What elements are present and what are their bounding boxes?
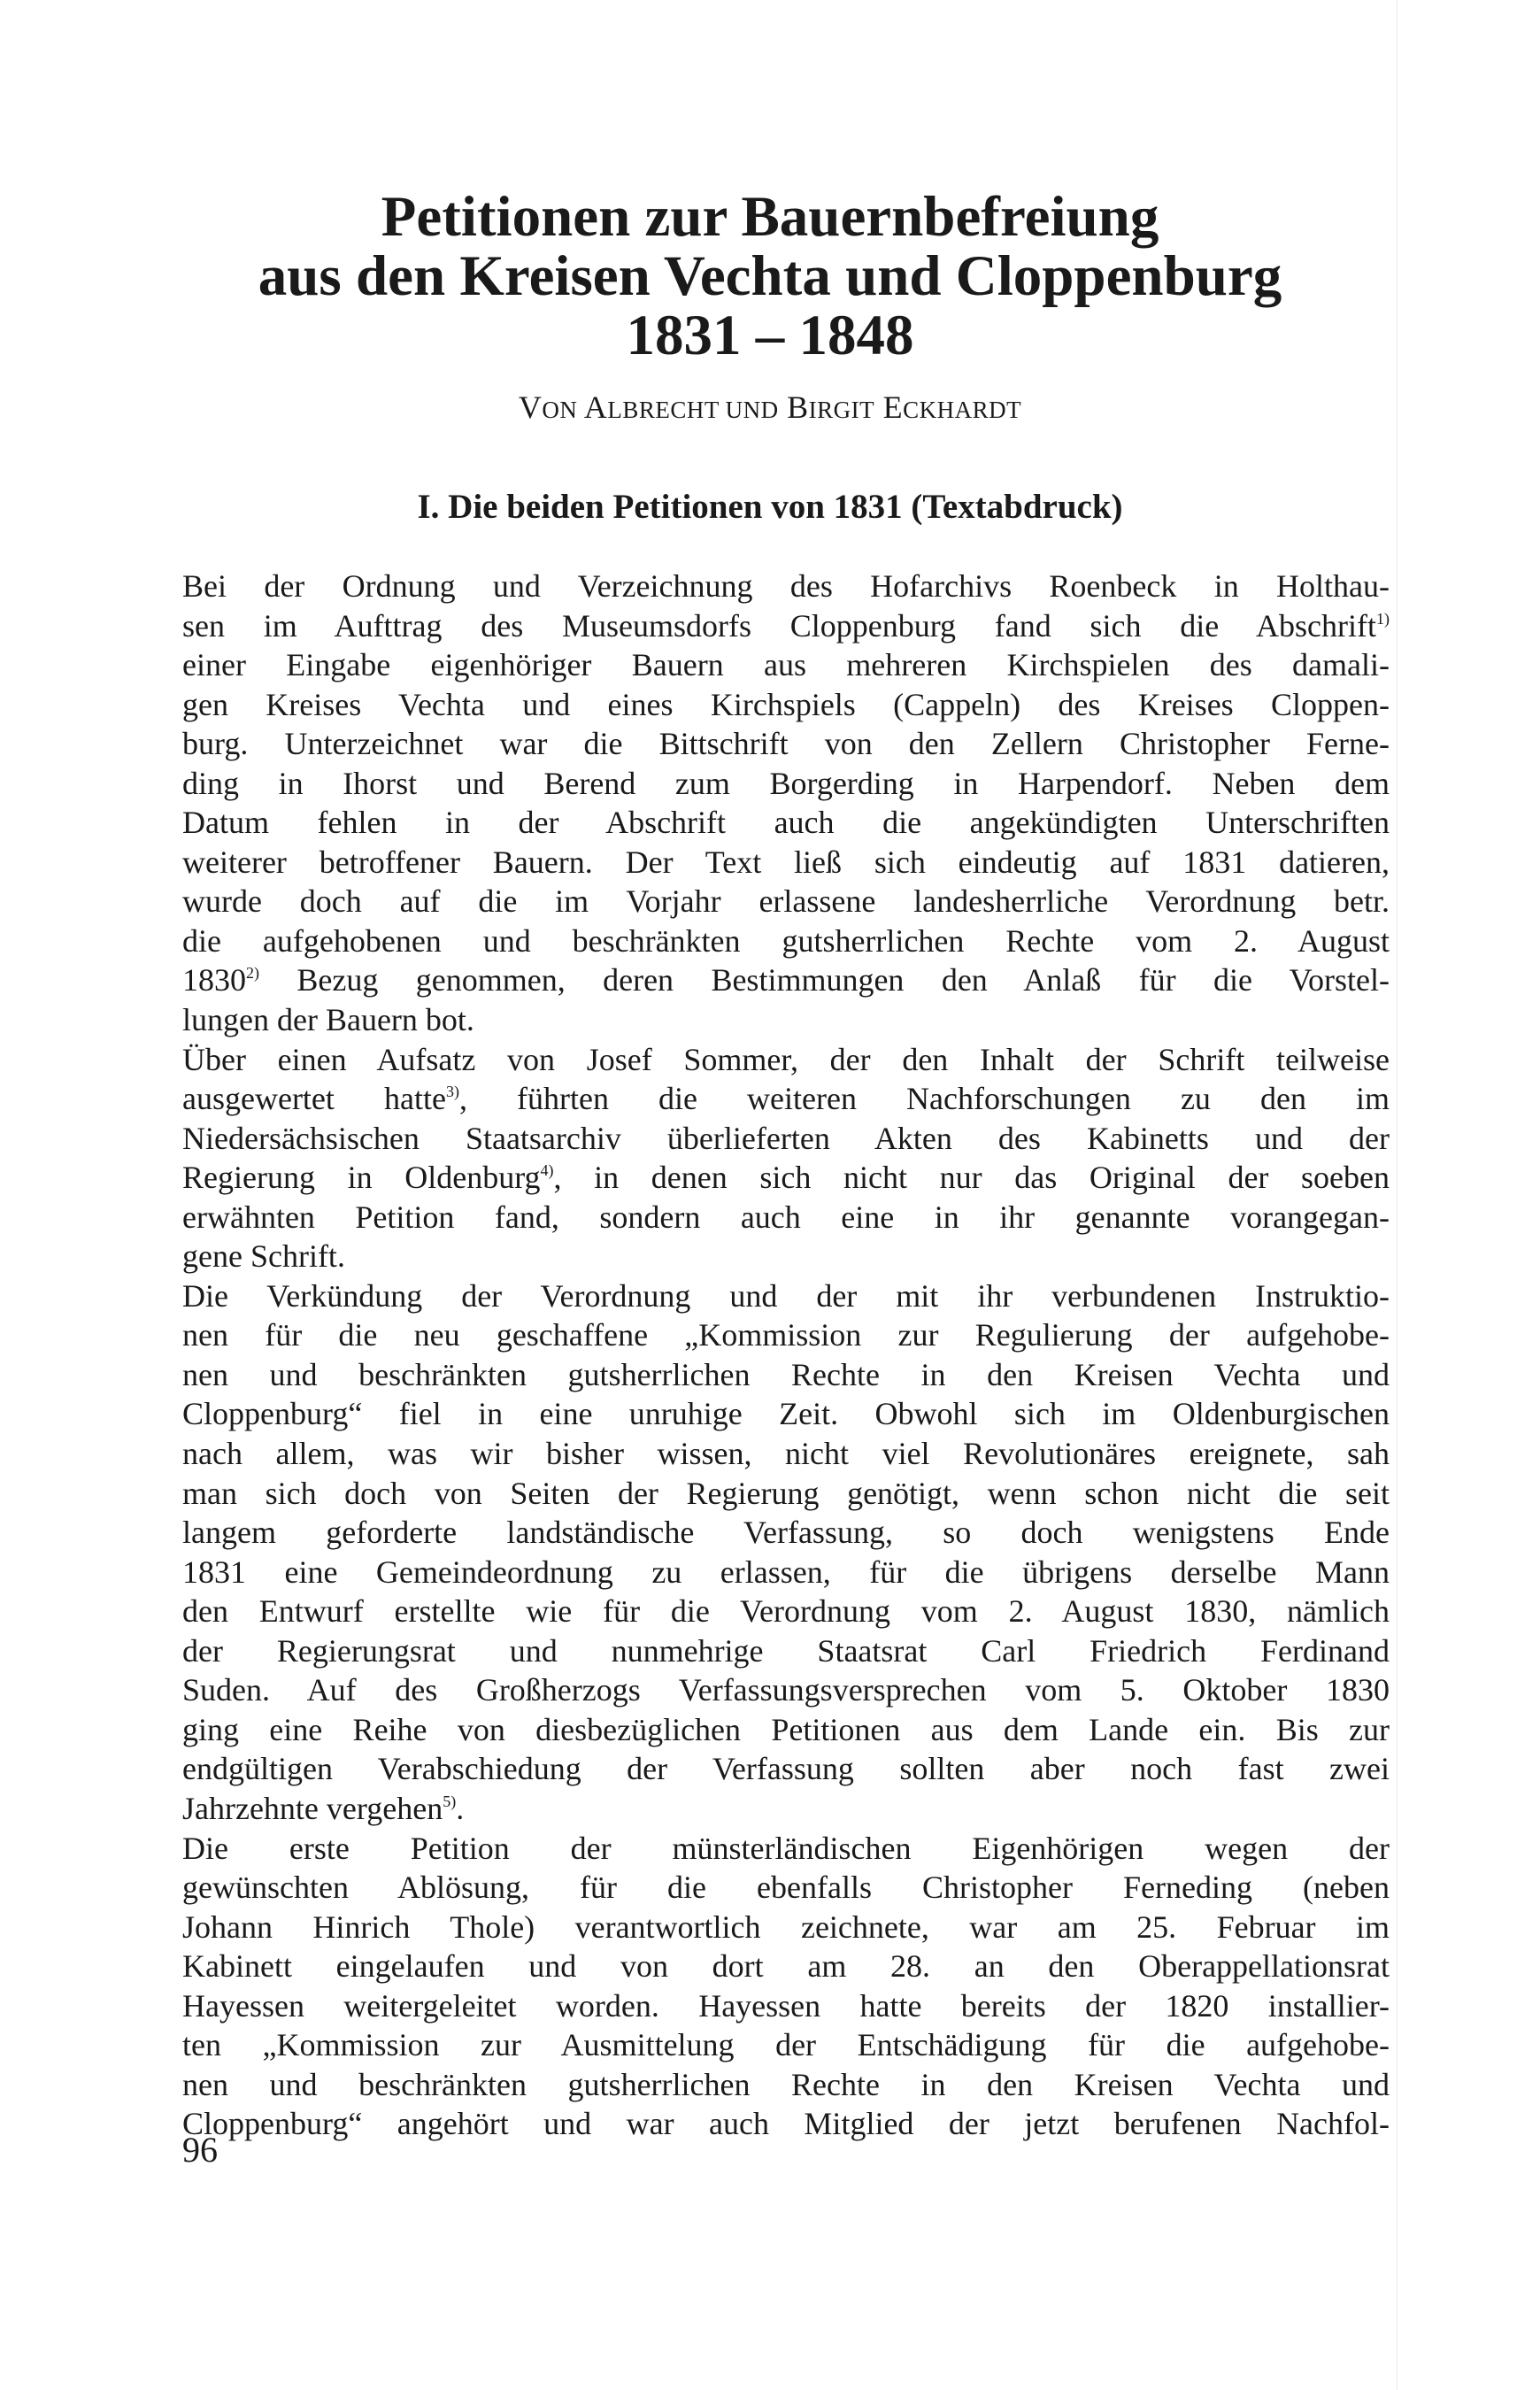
body-line bbox=[182, 1158, 1390, 1198]
byline-von-rest: ON bbox=[542, 397, 578, 423]
body-line-text: Hayessen weitergeleitet worden. Hayessen hatte bereits der 1820 installier- bbox=[182, 1987, 1390, 2024]
body-line-text: gene Schrift. bbox=[182, 1238, 345, 1275]
body-line bbox=[182, 2104, 1390, 2144]
body-line bbox=[182, 1553, 1390, 1592]
body-line bbox=[182, 724, 1390, 764]
body-line bbox=[182, 803, 1390, 843]
body-line-text: Jahrzehnte vergehen bbox=[182, 1790, 443, 1826]
body-line-text: man sich doch von Seiten der Regierung genötigt, wenn schon nicht die seit bbox=[182, 1475, 1390, 1511]
body-line bbox=[182, 1670, 1390, 1710]
body-line-text: sen im Aufttrag des Museumsdorfs Cloppenburg fand sich die Abschrift bbox=[182, 607, 1376, 644]
body-line-text: nen und beschränkten gutsherrlichen Rechte in den Kreisen Vechta und bbox=[182, 1356, 1390, 1392]
body-line-text: wurde doch auf die im Vorjahr erlassene landesherrliche Verordnung betr. bbox=[182, 883, 1390, 920]
body-line bbox=[182, 1040, 1390, 1080]
body-line bbox=[182, 882, 1390, 921]
body-line-text: ding in Ihorst und Berend zum Borgerding in Harpendorf. Neben dem bbox=[182, 765, 1390, 801]
body-line bbox=[182, 1986, 1390, 2026]
body-line bbox=[182, 1198, 1390, 1237]
body-line bbox=[182, 1749, 1390, 1789]
body-line-text: Bei der Ordnung und Verzeichnung des Hofarchivs Roenbeck in Holthau- bbox=[182, 568, 1390, 604]
section-heading: I. Die beiden Petitionen von 1831 (Textabdruck) bbox=[417, 488, 1123, 526]
body-line bbox=[182, 764, 1390, 804]
body-line bbox=[182, 1829, 1390, 1869]
article-byline bbox=[177, 388, 1363, 429]
title-line-3: 1831 – 1848 bbox=[626, 304, 914, 367]
body-line bbox=[182, 1434, 1390, 1474]
byline-name2-rest: IRGIT bbox=[808, 397, 875, 423]
body-line bbox=[182, 1079, 1390, 1119]
body-line bbox=[182, 1394, 1390, 1434]
body-line bbox=[182, 921, 1390, 961]
body-line-text-continued: . bbox=[456, 1790, 465, 1826]
body-line bbox=[182, 960, 1390, 1000]
body-line-text: Regierung in Oldenburg bbox=[182, 1160, 541, 1196]
body-line-text: 1831 eine Gemeindeordnung zu erlassen, für die übrigens derselbe Mann bbox=[182, 1554, 1390, 1590]
title-line-2: aus den Kreisen Vechta und Cloppenburg bbox=[258, 244, 1282, 308]
body-line-text: nach allem, was wir bisher wissen, nicht viel Revolutionäres ereignete, sah bbox=[182, 1436, 1390, 1472]
body-line bbox=[182, 1947, 1390, 1986]
body-line-text: nen und beschränkten gutsherrlichen Rechte in den Kreisen Vechta und bbox=[182, 2066, 1390, 2102]
body-line bbox=[182, 1592, 1390, 1631]
body-line-text: erwähnten Petition fand, sondern auch eine in ihr genannte vorangegan- bbox=[182, 1199, 1390, 1235]
body-line bbox=[182, 1276, 1390, 1316]
byline-name1-rest: LBRECHT UND bbox=[607, 397, 779, 423]
footnote-marker: 4) bbox=[540, 1161, 554, 1180]
body-line-text: Über einen Aufsatz von Josef Sommer, der den Inhalt der Schrift teilweise bbox=[182, 1041, 1390, 1077]
body-line-text: Niedersächsischen Staatsarchiv überlieferten Akten des Kabinetts und der bbox=[182, 1120, 1390, 1156]
body-line-text: gewünschten Ablösung, für die ebenfalls Christopher Ferneding (neben bbox=[182, 1870, 1390, 1906]
article-title bbox=[177, 185, 1363, 367]
body-line-text: gen Kreises Vechta und eines Kirchspiels (Cappeln) des Kreises Cloppen- bbox=[182, 686, 1390, 722]
body-line bbox=[182, 1237, 1390, 1276]
body-line bbox=[182, 606, 1390, 646]
body-line bbox=[182, 2065, 1390, 2105]
body-line bbox=[182, 1908, 1390, 1947]
footnote-marker: 2) bbox=[246, 964, 259, 983]
body-line-text: die aufgehobenen und beschränkten gutsherrlichen Rechte vom 2. August bbox=[182, 922, 1390, 959]
body-line bbox=[182, 1710, 1390, 1750]
footnote-marker: 5) bbox=[443, 1792, 457, 1810]
body-line bbox=[182, 1868, 1390, 1908]
page-number: 96 bbox=[182, 2130, 218, 2170]
footnote-marker: 1) bbox=[1376, 609, 1390, 628]
body-line bbox=[182, 1000, 1390, 1040]
footnote-marker: 3) bbox=[445, 1083, 459, 1101]
body-line-text: Kabinett eingelaufen und von dort am 28. an den Oberappellationsrat bbox=[182, 1948, 1390, 1985]
body-line bbox=[182, 1315, 1390, 1355]
body-line-text: nen für die neu geschaffene „Kommission zur Regulierung der aufgehobe- bbox=[182, 1317, 1390, 1353]
body-line bbox=[182, 1513, 1390, 1553]
scan-edge-divider bbox=[1397, 0, 1398, 2390]
body-line bbox=[182, 2025, 1390, 2065]
body-text bbox=[182, 567, 1390, 2144]
body-line-text-continued: , führten die weiteren Nachforschungen zu den im bbox=[458, 1081, 1390, 1117]
body-line-text: weiterer betroffener Bauern. Der Text ließ sich eindeutig auf 1831 datieren, bbox=[182, 844, 1390, 880]
body-line bbox=[182, 1631, 1390, 1671]
body-line bbox=[182, 1789, 1390, 1829]
body-line-text: Die Verkündung der Verordnung und der mit ihr verbundenen Instruktio- bbox=[182, 1277, 1390, 1314]
body-line-text: Johann Hinrich Thole) verantwortlich zeichnete, war am 25. Februar im bbox=[182, 1908, 1390, 1945]
byline-name1-initial: A bbox=[583, 389, 608, 425]
body-line bbox=[182, 567, 1390, 606]
body-line bbox=[182, 685, 1390, 725]
body-line-text-continued: , in denen sich nicht nur das Original der soeben bbox=[553, 1160, 1390, 1196]
byline-name2-initial: B bbox=[787, 389, 809, 425]
body-line-text: 1830 bbox=[182, 962, 246, 998]
body-line-text: ten „Kommission zur Ausmittelung der Entschädigung für die aufgehobe- bbox=[182, 2027, 1390, 2063]
body-line-text: ging eine Reihe von diesbezüglichen Petitionen aus dem Lande ein. Bis zur bbox=[182, 1711, 1390, 1747]
body-line-text-continued: Bezug genommen, deren Bestimmungen den Anlaß für die Vorstel- bbox=[259, 962, 1390, 998]
body-line-text: den Entwurf erstellte wie für die Verordnung vom 2. August 1830, nämlich bbox=[182, 1593, 1390, 1630]
title-line-1: Petitionen zur Bauernbefreiung bbox=[381, 185, 1159, 249]
body-line bbox=[182, 843, 1390, 883]
body-line bbox=[182, 1355, 1390, 1395]
body-line bbox=[182, 1474, 1390, 1514]
byline-name3-initial: E bbox=[882, 389, 904, 425]
body-line-text: Cloppenburg“ fiel in eine unruhige Zeit. Obwohl sich im Oldenburgischen bbox=[182, 1396, 1390, 1432]
body-line-text: Die erste Petition der münsterländischen Eigenhörigen wegen der bbox=[182, 1830, 1390, 1866]
body-line-text: lungen der Bauern bot. bbox=[182, 1002, 474, 1038]
body-line-text: burg. Unterzeichnet war die Bittschrift von den Zellern Christopher Ferne- bbox=[182, 726, 1390, 762]
body-line-text: einer Eingabe eigenhöriger Bauern aus mehreren Kirchspielen des damali- bbox=[182, 647, 1390, 683]
body-line-text: Suden. Auf des Großherzogs Verfassungsversprechen vom 5. Oktober 1830 bbox=[182, 1672, 1390, 1708]
body-line-text: ausgewertet hatte bbox=[182, 1081, 446, 1117]
byline-name3-rest: CKHARDT bbox=[903, 397, 1022, 423]
body-line-text: Cloppenburg“ angehört und war auch Mitglied der jetzt berufenen Nachfol- bbox=[182, 2106, 1390, 2142]
body-line-text: endgültigen Verabschiedung der Verfassung sollten aber noch fast zwei bbox=[182, 1751, 1390, 1787]
body-line bbox=[182, 645, 1390, 685]
body-line-text: Datum fehlen in der Abschrift auch die angekündigten Unterschriften bbox=[182, 805, 1390, 841]
body-line bbox=[182, 1119, 1390, 1159]
byline-von-initial: V bbox=[518, 389, 543, 425]
body-line-text: langem geforderte landständische Verfassung, so doch wenigstens Ende bbox=[182, 1515, 1390, 1551]
body-line-text: der Regierungsrat und nunmehrige Staatsrat Carl Friedrich Ferdinand bbox=[182, 1632, 1390, 1669]
